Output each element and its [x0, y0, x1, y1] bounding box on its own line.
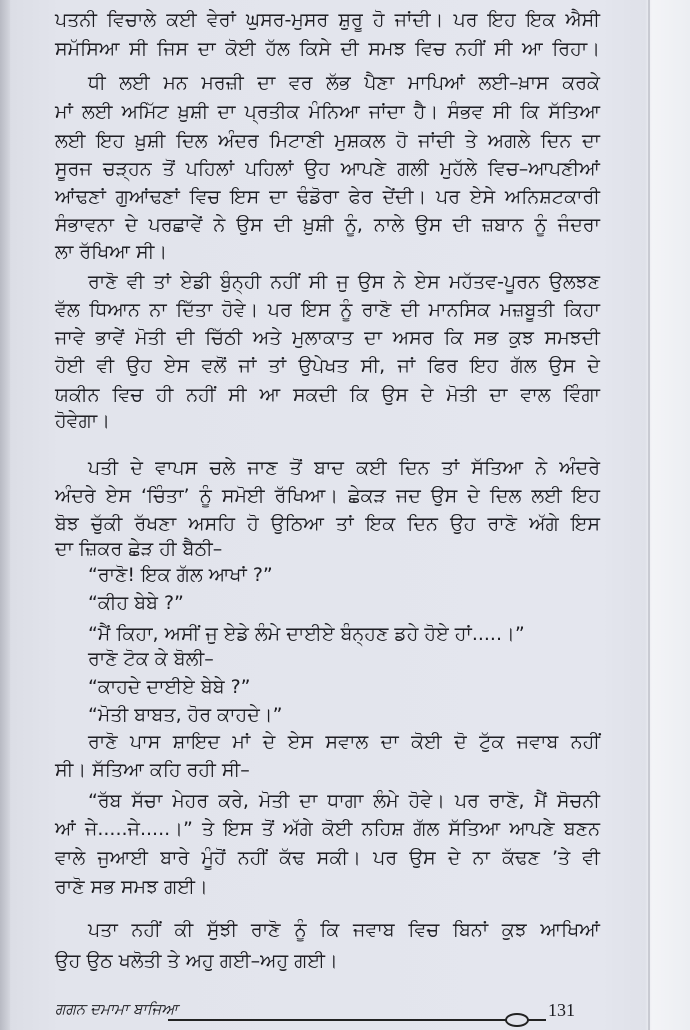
text-line: ਸੀ। ਸੱਤਿਆ ਕਹਿ ਰਹੀ ਸੀ–	[55, 759, 250, 781]
text-line: “ਕਾਹਦੇ ਦਾਈਏ ਬੇਬੇ ?”	[88, 676, 251, 698]
text-line: ਵਾਲੇ ਜੁਆਈ ਬਾਰੇ ਮੂੰਹੋਂ ਨਹੀਂ ਕੱਢ ਸਕੀ। ਪਰ ਉਸ ਦੇ ਨਾ ਕੱਢਣ ’ਤੇ ਵੀ	[55, 847, 600, 869]
text-line: ਪਤੀ ਦੇ ਵਾਪਸ ਚਲੇ ਜਾਣ ਤੋਂ ਬਾਦ ਕਈ ਦਿਨ ਤਾਂ ਸੱਤਿਆ ਨੇ ਅੰਦਰੇ	[88, 457, 600, 479]
text-line: “ਮੋਤੀ ਬਾਬਤ, ਹੋਰ ਕਾਹਦੇ।”	[88, 704, 283, 726]
text-line: ਆਂਢਣਾਂ ਗੁਆਂਢਣਾਂ ਵਿਚ ਇਸ ਦਾ ਢੰਡੋਰਾ ਫੇਰ ਦੇਂਦੀ। ਪਰ ਏਸੇ ਅਨਿਸ਼ਟਕਾਰੀ	[55, 186, 600, 208]
text-line: “ਰਾਣੋ! ਇਕ ਗੱਲ ਆਖਾਂ ?”	[88, 564, 273, 586]
text-line: ਧੀ ਲਈ ਮਨ ਮਰਜ਼ੀ ਦਾ ਵਰ ਲੱਭ ਪੈਣਾ ਮਾਪਿਆਂ ਲਈ–ਖ਼ਾਸ ਕਰਕੇ	[88, 72, 600, 94]
footer-ornament	[505, 1013, 529, 1027]
text-line: ਸੰਭਾਵਨਾ ਦੇ ਪਰਛਾਵੇਂ ਨੇ ਉਸ ਦੀ ਖ਼ੁਸ਼ੀ ਨੂੰ, ਨਾਲੇ ਉਸ ਦੀ ਜ਼ਬਾਨ ਨੂੰ ਜੰਦਰਾ	[55, 214, 600, 236]
text-line: ਵੱਲ ਧਿਆਨ ਨਾ ਦਿੱਤਾ ਹੋਵੇ। ਪਰ ਇਸ ਨੂੰ ਰਾਣੋ ਦੀ ਮਾਨਸਿਕ ਮਜ਼ਬੂਤੀ ਕਿਹਾ	[55, 299, 600, 321]
text-line: ਹੋਵੇਗਾ।	[55, 410, 111, 432]
text-line: ਆਂ ਜੇ.....ਜੇ.....।” ਤੇ ਇਸ ਤੋਂ ਅੱਗੇ ਕੋਈ ਨਹਿਸ਼ ਗੱਲ ਸੱਤਿਆ ਆਪਣੇ ਬਣਨ	[55, 818, 600, 840]
text-line: ਬੋਝ ਚੁੱਕੀ ਰੱਖਣਾ ਅਸਹਿ ਹੋ ਉਠਿਆ ਤਾਂ ਇਕ ਦਿਨ ਉਹ ਰਾਣੋ ਅੱਗੇ ਇਸ	[55, 513, 600, 535]
text-line: ਲਈ ਇਹ ਖ਼ੁਸ਼ੀ ਦਿਲ ਅੰਦਰ ਮਿਟਾਣੀ ਮੁਸ਼ਕਲ ਹੋ ਜਾਂਦੀ ਤੇ ਅਗਲੇ ਦਿਨ ਦਾ	[55, 130, 600, 152]
text-line: ਮਾਂ ਲਈ ਅਮਿੱਟ ਖ਼ੁਸ਼ੀ ਦਾ ਪ੍ਰਤੀਕ ਮੰਨਿਆ ਜਾਂਦਾ ਹੈ। ਸੰਭਵ ਸੀ ਕਿ ਸੱਤਿਆ	[55, 101, 600, 123]
text-line: ਲਾ ਰੱਖਿਆ ਸੀ।	[55, 241, 168, 263]
text-line: ਰਾਣੋ ਸਭ ਸਮਝ ਗਈ।	[55, 876, 208, 898]
footer-rule	[168, 1019, 546, 1021]
text-line: ਰਾਣੋ ਟੋਕ ਕੇ ਬੋਲੀ–	[88, 648, 214, 670]
text-line: “ਕੀਹ ਬੇਬੇ ?”	[88, 592, 184, 614]
text-line: “ਮੈਂ ਕਿਹਾ, ਅਸੀਂ ਜੁ ਏਡੇ ਲੰਮੇ ਦਾਈਏ ਬੰਨ੍ਹਣ ਡਹੇ ਹੋਏ ਹਾਂ.....।”	[88, 623, 525, 645]
text-line: ਰਾਣੋ ਵੀ ਤਾਂ ਏਡੀ ਬੁੰਨ੍ਹੀ ਨਹੀਂ ਸੀ ਜੁ ਉਸ ਨੇ ਏਸ ਮਹੱਤਵ-ਪੂਰਨ ਉਲਝਣ	[88, 271, 600, 293]
text-line: ਪਤਾ ਨਹੀਂ ਕੀ ਸੁੱਝੀ ਰਾਣੋ ਨੂੰ ਕਿ ਜਵਾਬ ਵਿਚ ਬਿਨਾਂ ਕੁਝ ਆਖਿਆਂ	[88, 919, 600, 941]
page-stack-edge	[648, 0, 650, 1030]
text-line: ਸੂਰਜ ਚੜ੍ਹਨ ਤੋਂ ਪਹਿਲਾਂ ਪਹਿਲਾਂ ਉਹ ਆਪਣੇ ਗਲੀ ਮੁਹੱਲੇ ਵਿਚ–ਆਪਣੀਆਂ	[55, 158, 600, 180]
page-number: 131	[548, 1000, 575, 1020]
footer-book-title: ਗਗਨ ਦਮਾਮਾ ਬਾਜਿਆ	[55, 1000, 178, 1018]
text-line: ਯਕੀਨ ਵਿਚ ਹੀ ਨਹੀਂ ਸੀ ਆ ਸਕਦੀ ਕਿ ਉਸ ਦੇ ਮੋਤੀ ਦਾ ਵਾਲ ਵਿੰਗਾ	[55, 384, 600, 406]
text-line: “ਰੱਬ ਸੱਚਾ ਮੇਹਰ ਕਰੇ, ਮੋਤੀ ਦਾ ਧਾਗਾ ਲੰਮੇ ਹੋਵੇ। ਪਰ ਰਾਣੋ, ਮੈਂ ਸੋਚਨੀ	[88, 790, 600, 812]
text-line: ਜਾਵੇ ਭਾਵੇਂ ਮੋਤੀ ਦੀ ਚਿੱਠੀ ਅਤੇ ਮੁਲਾਕਾਤ ਦਾ ਅਸਰ ਕਿ ਸਭ ਕੁਝ ਸਮਝਦੀ	[55, 327, 600, 349]
text-line: ਦਾ ਜ਼ਿਕਰ ਛੇੜ ਹੀ ਬੈਠੀ–	[55, 538, 223, 560]
text-line: ਅੰਦਰੇ ਏਸ ‘ਚਿੰਤਾ’ ਨੂੰ ਸਮੋਈ ਰੱਖਿਆ। ਛੇਕੜ ਜਦ ਉਸ ਦੇ ਦਿਲ ਲਈ ਇਹ	[55, 485, 600, 507]
text-line: ਹੋਈ ਵੀ ਉਹ ਏਸ ਵਲੋਂ ਜਾਂ ਤਾਂ ਉਪੇਖਤ ਸੀ, ਜਾਂ ਫਿਰ ਇਹ ਗੱਲ ਉਸ ਦੇ	[55, 355, 600, 377]
text-line: ਉਹ ਉਠ ਖਲੋਤੀ ਤੇ ਅਹੁ ਗਈ–ਅਹੁ ਗਈ।	[55, 950, 338, 972]
adjacent-page-edge	[0, 0, 10, 1030]
text-line: ਰਾਣੋ ਪਾਸ ਸ਼ਾਇਦ ਮਾਂ ਦੇ ਏਸ ਸਵਾਲ ਦਾ ਕੋਈ ਦੋ ਟੁੱਕ ਜਵਾਬ ਨਹੀਂ	[88, 731, 600, 753]
text-line: ਸਮੱਸਿਆ ਸੀ ਜਿਸ ਦਾ ਕੋਈ ਹੱਲ ਕਿਸੇ ਦੀ ਸਮਝ ਵਿਚ ਨਹੀਂ ਸੀ ਆ ਰਿਹਾ।	[55, 38, 600, 60]
text-line: ਪਤਨੀ ਵਿਚਾਲੇ ਕਈ ਵੇਰਾਂ ਘੁਸਰ-ਮੁਸਰ ਸ਼ੁਰੂ ਹੋ ਜਾਂਦੀ। ਪਰ ਇਹ ਇਕ ਐਸੀ	[55, 9, 600, 31]
